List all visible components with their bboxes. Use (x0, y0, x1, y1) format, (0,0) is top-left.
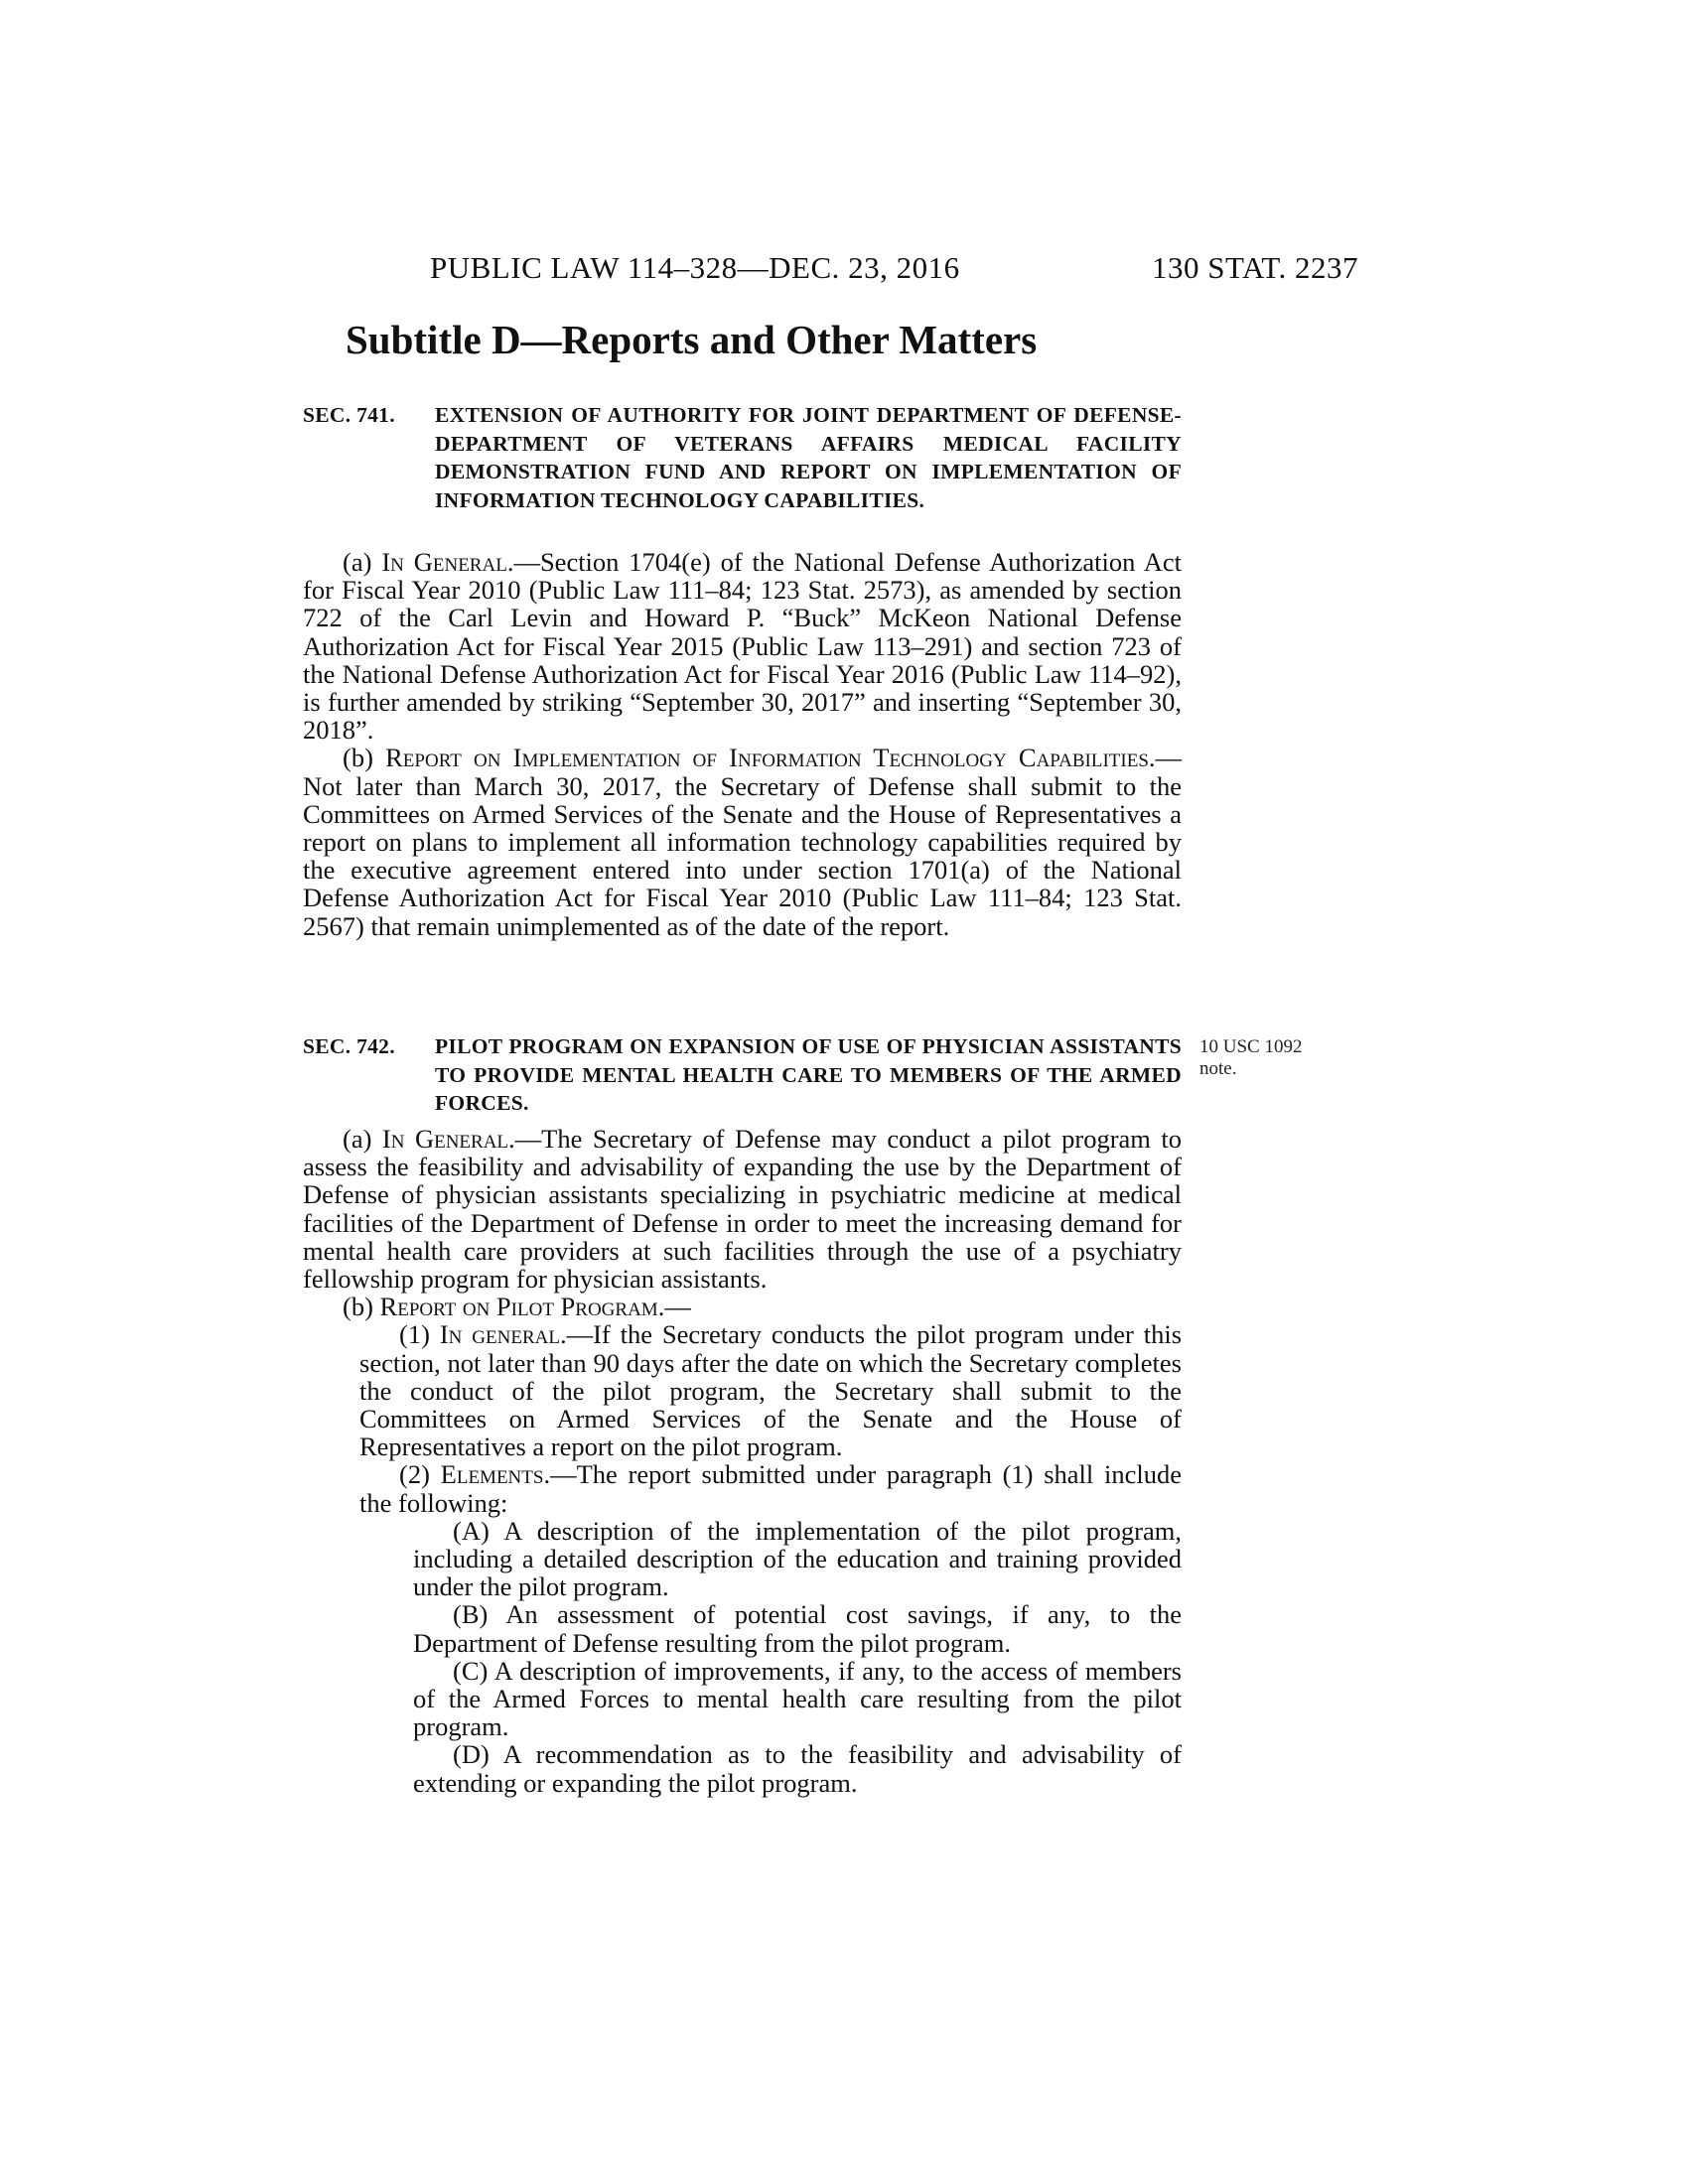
subparagraph-b (413, 1600, 1182, 1656)
section-number: SEC. 741. (303, 403, 395, 427)
public-law-citation: PUBLIC LAW 114–328—DEC. 23, 2016 (430, 250, 960, 285)
subparagraph-text: A description of improvements, if any, to the access of members of the Armed Forces to mental health care resulting from the pilot program. (413, 1655, 1182, 1742)
subparagraph-d (413, 1740, 1182, 1796)
subsection-heading: In General (381, 1124, 509, 1154)
subsection-text: Not later than March 30, 2017, the Secretary of Defense shall submit to the Committees on Armed Services of the Senate and the House of Representatives a report on plans to implement all information technology capabilities required by the executive agreement entered into under section 1701(a) of the National Defense Authorization Act for Fiscal Year 2010 (Public Law 111–84; 123 Stat. 2567) that remain unimplemented as of the date of the report. (303, 770, 1182, 941)
subsection-b: (b) Report on Implementation of Information Technology Capabilities.—Not later than March 30, 2017, the Secretary of Defense shall submit to the Committees on Armed Services of the Senate and the House of Representatives a report on plans to implement all information technology capabilities required by the executive agreement entered into under section 1701(a) of the National Defense Authorization Act for Fiscal Year 2010 (Public Law 111–84; 123 Stat. 2567) that remain unimplemented as of the date of the report. (303, 743, 1183, 941)
subsection-label: (b) (343, 743, 373, 773)
subsection-heading: Report on Implementation of Information Technology Capabilities (385, 743, 1149, 773)
subsection-label: (b) (343, 1292, 373, 1322)
subparagraph-text: A description of the implementation of the pilot program, including a detailed description of the education and training provided under the pilot program. (413, 1515, 1182, 1602)
section-742-body (303, 1125, 1182, 1797)
section-number: SEC. 742. (303, 1034, 395, 1058)
subsection-a: (a) In General.—The Secretary of Defense may conduct a pilot program to assess the feasibility and advisability of expanding the use by the Department of Defense of physician assistants specializing in psychiatric medicine at medical facilities of the Department of Defense in order to meet the increasing demand for mental health care providers at such facilities through the use of a psychiatry fellowship program for physician assistants. (303, 1124, 1183, 1295)
section-741-body (303, 548, 1182, 940)
usc-citation: 10 USC 1092 (1199, 1036, 1303, 1057)
section-742 (303, 1032, 1182, 1118)
subsection-label: (a) (343, 1124, 372, 1154)
paragraph-2: (2) Elements.—The report submitted under paragraph (1) shall include the following: (359, 1459, 1183, 1518)
paragraph-text: If the Secretary conducts the pilot program under this section, not later than 90 days after the date on which the Secretary completes the conduct of the pilot program, the Secretary shall submit to the Committees on Armed Services of the Senate and the House of Representatives a report on the pilot program. (359, 1319, 1183, 1462)
margin-note (1199, 1036, 1302, 1080)
subsection-label: (a) (343, 547, 372, 577)
section-heading (303, 1032, 1182, 1118)
paragraph-label: (1) (399, 1319, 430, 1350)
subparagraph-label: (C) (453, 1655, 489, 1686)
subsection-text: Section 1704(e) of the National Defense Authorization Act for Fiscal Year 2010 (Public Law 111–84; 123 Stat. 2573), as amended by section 722 of the Carl Levin and Howard P. “Buck” McKeon National Defense Authorization Act for Fiscal Year 2015 (Public Law 113–291) and section 723 of the National Defense Authorization Act for Fiscal Year 2016 (Public Law 114–92), is further amended by striking “September 30, 2017” and inserting “September 30, 2018”. (303, 547, 1183, 746)
subparagraph-label: (A) (453, 1515, 490, 1546)
subsection-text: The Secretary of Defense may conduct a pilot program to assess the feasibility and advisability of expanding the use by the Department of Defense of physician assistants specializing in psychiatric medicine at medical facilities of the Department of Defense in order to meet the increasing demand for mental health care providers at such facilities through the use of a psychiatry fellowship program for physician assistants. (303, 1124, 1183, 1295)
paragraph-heading: Elements (440, 1459, 544, 1490)
subparagraph-label: (D) (453, 1739, 490, 1770)
paragraph-label: (2) (399, 1459, 430, 1490)
section-title: EXTENSION OF AUTHORITY FOR JOINT DEPARTMENT OF DEFENSE-DEPARTMENT OF VETERANS AFFAIRS MEDICAL FACILITY DEMONSTRATION FUND AND REPORT ON IMPLEMENTATION OF INFORMATION TECHNOLOGY CAPABILITIES. (435, 403, 1182, 512)
note-label: note. (1199, 1058, 1237, 1079)
subtitle-heading: Subtitle D—Reports and Other Matters (346, 317, 1038, 362)
subparagraph-text: An assessment of potential cost savings, if any, to the Department of Defense resulting from the pilot program. (413, 1599, 1182, 1658)
statute-page-number: 130 STAT. 2237 (1152, 250, 1359, 285)
running-head (0, 250, 1688, 290)
subparagraph-text: A recommendation as to the feasibility and advisability of extending or expanding the pilot program. (413, 1739, 1182, 1798)
section-title: PILOT PROGRAM ON EXPANSION OF USE OF PHYSICIAN ASSISTANTS TO PROVIDE MENTAL HEALTH CARE TO MEMBERS OF THE ARMED FORCES. (435, 1034, 1182, 1115)
section-heading (303, 401, 1182, 514)
subsection-heading: Report on Pilot Program (379, 1292, 658, 1322)
paragraph-1: (1) In general.—If the Secretary conducts the pilot program under this section, not later than 90 days after the date on which the Secretary completes the conduct of the pilot program, the Secretary shall submit to the Committees on Armed Services of the Senate and the House of Representatives a report on the pilot program. (359, 1319, 1183, 1462)
section-741 (303, 401, 1182, 514)
subparagraph-a (413, 1517, 1182, 1601)
subsection-b: (b) Report on Pilot Program.— (343, 1292, 691, 1322)
paragraph-heading: In general (439, 1319, 560, 1350)
paragraph-text: The report submitted under paragraph (1) shall include the following: (359, 1459, 1183, 1518)
subsection-heading: In General (381, 547, 507, 577)
subparagraph-label: (B) (453, 1599, 489, 1630)
subsection-a: (a) In General.—Section 1704(e) of the National Defense Authorization Act for Fiscal Year 2010 (Public Law 111–84; 123 Stat. 2573), as amended by section 722 of the Carl Levin and Howard P. “Buck” McKeon National Defense Authorization Act for Fiscal Year 2015 (Public Law 113–291) and section 723 of the National Defense Authorization Act for Fiscal Year 2016 (Public Law 114–92), is further amended by striking “September 30, 2017” and inserting “September 30, 2018”. (303, 547, 1183, 746)
subparagraph-c (413, 1657, 1182, 1741)
